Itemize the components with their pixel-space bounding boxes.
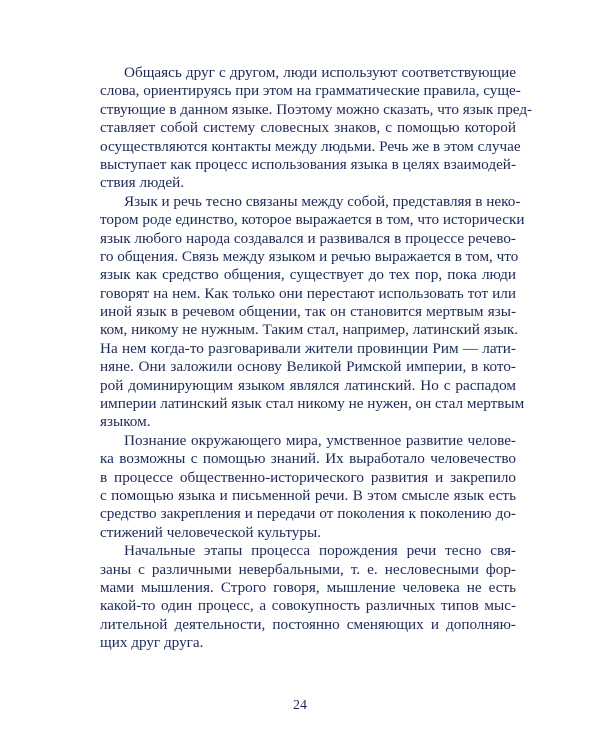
text-line: няне. Они заложили основу Великой Римской империи, в кото- [100,358,516,376]
text-line: Общаясь друг с другом, люди используют соответствующие [124,64,516,81]
text-line: На нем когда-то разговаривали жители провинции Рим — лати- [100,339,516,357]
text-line: мами мышления. Строго говоря, мышление человека не есть [100,578,516,596]
text-line: слова, ориентируясь при этом на грамматические правила, суще- [100,82,521,100]
text-line: ка возможны с помощью знаний. Их выработало человечество [100,450,516,468]
text-line: империи латинский язык стал никому не нужен, он стал мертвым [100,395,525,413]
text-line: какой-то один процесс, а совокупность различных типов мыс- [100,597,516,615]
text-line: языком. [100,413,151,431]
text-line: с помощью языка и письменной речи. В этом смысле язык есть [100,486,516,504]
text-line: щих друг друга. [100,634,204,652]
text-line: выступает как процесс использования языка в целях взаимодей- [100,155,516,173]
text-line: Начальные этапы процесса порождения речи тесно свя- [124,542,516,560]
paragraph-3 [100,432,516,542]
text-line: ком, никому не нужным. Таким стал, например, латинский язык. [100,321,519,339]
paragraph-1 [100,64,533,193]
text-line: ставляет собой систему словесных знаков, с помощью которой [100,119,516,137]
text-line: говорят на нем. Как только они перестают использовать тот или [100,284,516,302]
text-line: лительной деятельности, постоянно сменяющих и дополняю- [100,615,516,633]
text-line: ствующие в данном языке. Поэтому можно сказать, что язык пред- [100,100,533,118]
page-body [100,64,533,653]
text-line: рой доминирующим языком являлся латинский. Но с распадом [100,376,516,394]
text-line: в процессе общественно-исторического развития и закрепило [100,468,516,486]
text-line: заны с различными невербальными, т. е. несловесными фор- [100,560,516,578]
paragraph-4 [100,542,516,652]
text-line: го общения. Связь между языком и речью выражается в том, что [100,247,519,265]
text-line: ствия людей. [100,174,185,192]
text-line: средство закрепления и передачи от поколения к поколению до- [100,505,516,523]
text-line: тором роде единство, которое выражается в том, что исторически [100,211,525,229]
page-number: 24 [293,698,307,713]
text-line: язык как средство общения, существует до тех пор, пока люди [100,266,516,284]
text-line: Познание окружающего мира, умственное развитие челове- [124,431,516,449]
text-line: Язык и речь тесно связаны между собой, представляя в неко- [124,192,521,210]
text-line: язык любого народа создавался и развивался в процессе речево- [100,229,516,247]
text-line: осуществляются контакты между людьми. Речь же в этом случае [100,137,521,155]
text-line: стижений человеческой культуры. [100,523,321,541]
paragraph-2 [100,192,525,432]
text-line: иной язык в речевом общении, так он становится мертвым язы- [100,303,516,321]
